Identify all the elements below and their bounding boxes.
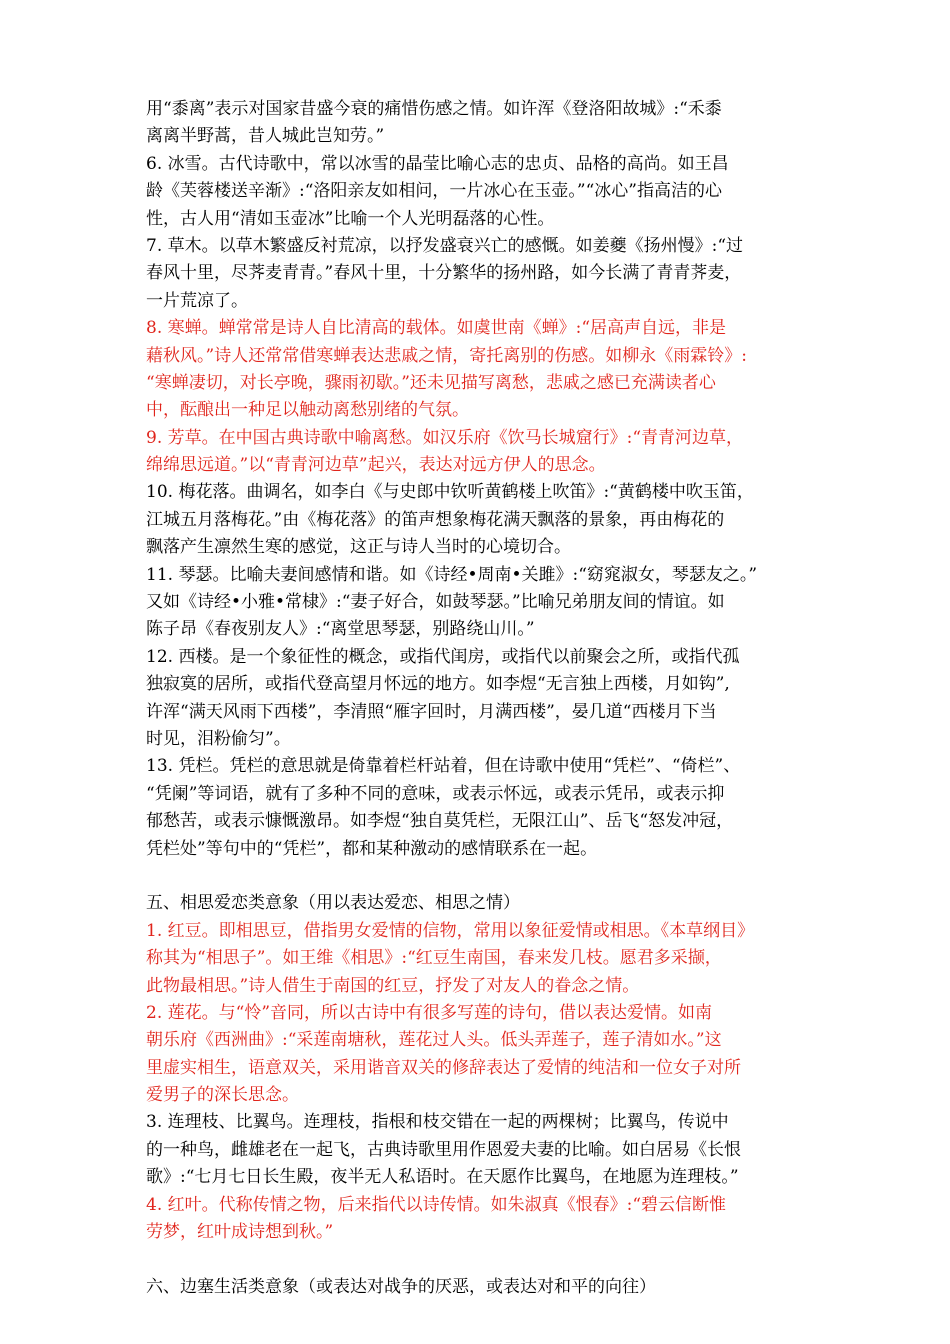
text-line: 性，古人用“清如玉壶冰”比喻一个人光明磊落的心性。: [146, 208, 555, 229]
text-line: 2. 莲花。与“怜”音同，所以古诗中有很多写莲的诗句，借以表达爱情。如南: [146, 1002, 713, 1023]
text-line: 江城五月落梅花。”由《梅花落》的笛声想象梅花满天飘落的景象，再由梅花的: [146, 509, 725, 530]
paragraph: [146, 562, 810, 644]
text-line: 凭栏处”等句中的“凭栏”，都和某种激动的感情联系在一起。: [146, 838, 598, 859]
text-line: 春风十里，尽荠麦青青。”春风十里，十分繁华的扬州路，如今长满了青青荠麦，: [146, 263, 742, 284]
paragraph: [146, 151, 810, 233]
text-line: 7. 草木。以草木繁盛反衬荒凉，以抒发盛衰兴亡的感慨。如姜夔《扬州慢》:“过: [146, 235, 744, 256]
text-line: 8. 寒蝉。蝉常常是诗人自比清高的载体。如虞世南《蝉》:“居高声自远，非是: [146, 318, 727, 339]
text-line: 龄《芙蓉楼送辛渐》:“洛阳亲友如相问，一片冰心在玉壶。”“冰心”指高洁的心: [146, 181, 722, 202]
text-line: 的一种鸟，雌雄老在一起飞，古典诗歌里用作恩爱夫妻的比喻。如白居易《长恨: [146, 1139, 741, 1160]
text-line: 许浑“满天风雨下西楼”，李清照“雁字回时，月满西楼”，晏几道“西楼月下当: [146, 701, 717, 722]
text-line: 12. 西楼。是一个象征性的概念，或指代闺房，或指代以前聚会之所，或指代孤: [146, 646, 740, 667]
paragraph: [146, 753, 810, 863]
text-line: 离离半野蒿，昔人城此岂知劳。”: [146, 126, 385, 147]
text-line: 六、边塞生活类意象（或表达对战争的厌恶，或表达对和平的向往）: [146, 1276, 656, 1297]
text-line: 称其为“相思子”。如王维《相思》:“红豆生南国，春来发几枝。愿君多采撷，: [146, 948, 722, 969]
text-line: 9. 芳草。在中国古典诗歌中喻离愁。如汉乐府《饮马长城窟行》:“青青河边草，: [146, 427, 744, 448]
paragraph: [146, 644, 810, 754]
text-line: 一片荒凉了。: [146, 290, 248, 311]
text-line: 飘落产生凛然生寒的感觉，这正与诗人当时的心境切合。: [146, 537, 571, 558]
text-line: 又如《诗经•小雅•常棣》:“妻子好合，如鼓琴瑟。”比喻兄弟朋友间的情谊。如: [146, 592, 725, 613]
text-line: 劳梦，红叶成诗想到秋。”: [146, 1222, 334, 1243]
text-line: 中，酝酿出一种足以触动离愁别绪的气氛。: [146, 400, 469, 421]
text-line: 13. 凭栏。凭栏的意思就是倚靠着栏杆站着，但在诗歌中使用“凭栏”、“倚栏”、: [146, 756, 741, 777]
text-line: 10. 梅花落。曲调名，如李白《与史郎中钦听黄鹤楼上吹笛》:“黄鹤楼中吹玉笛，: [146, 482, 754, 503]
paragraph: [146, 425, 810, 480]
paragraph: [146, 918, 810, 1000]
paragraph: [146, 1274, 810, 1301]
paragraph: [146, 1109, 810, 1191]
text-line: 藉秋风。”诗人还常常借寒蝉表达悲戚之情，寄托离别的伤感。如柳永《雨霖铃》:: [146, 345, 747, 366]
text-line: “凭阑”等词语，就有了多种不同的意味，或表示怀远，或表示凭吊，或表示抑: [146, 783, 725, 804]
paragraph: [146, 479, 810, 561]
paragraph: [146, 315, 810, 425]
text-line: 爱男子的深长思念。: [146, 1085, 299, 1106]
text-line: 里虚实相生，语意双关，采用谐音双关的修辞表达了爱情的纯洁和一位女子对所: [146, 1057, 741, 1078]
text-line: 3. 连理枝、比翼鸟。连理枝，指根和枝交错在一起的两棵树；比翼鸟，传说中: [146, 1112, 729, 1133]
paragraph: [146, 890, 810, 917]
text-line: 1. 红豆。即相思豆，借指男女爱情的信物，常用以象征爱情或相思。《本草纲目》: [146, 920, 755, 941]
text-line: 朝乐府《西洲曲》:“采莲南塘秋，莲花过人头。低头弄莲子，莲子清如水。”这: [146, 1030, 722, 1051]
text-line: 独寂寞的居所，或指代登高望月怀远的地方。如李煜“无言独上西楼，月如钩”,: [146, 674, 730, 695]
text-line: 4. 红叶。代称传情之物，后来指代以诗传情。如朱淑真《恨春》:“碧云信断惟: [146, 1194, 727, 1215]
text-line: 郁愁苦，或表示慷慨激昂。如李煜“独自莫凭栏，无限江山”、岳飞“怒发冲冠，: [146, 811, 734, 832]
text-line: 此物最相思。”诗人借生于南国的红豆，抒发了对友人的眷念之情。: [146, 975, 640, 996]
paragraph: [146, 1000, 810, 1110]
paragraph: [146, 96, 810, 151]
text-line: 绵绵思远道。”以“青青河边草”起兴，表达对远方伊人的思念。: [146, 455, 606, 476]
paragraph: [146, 233, 810, 315]
text-line: 五、相思爱恋类意象（用以表达爱恋、相思之情）: [146, 893, 520, 914]
text-line: 11. 琴瑟。比喻夫妻间感情和谐。如《诗经•周南•关雎》:“窈窕淑女，琴瑟友之。”: [146, 564, 758, 585]
text-line: “寒蝉凄切，对长亭晚，骤雨初歇。”还未见描写离愁，悲戚之感已充满读者心: [146, 372, 716, 393]
text-line: 用“黍离”表示对国家昔盛今衰的痛惜伤感之情。如许浑《登洛阳故城》:“禾黍: [146, 99, 722, 119]
text-line: 时见，泪粉偷匀”。: [146, 728, 291, 749]
blank-line: [146, 1246, 810, 1273]
text-line: 歌》:“七月七日长生殿，夜半无人私语时。在天愿作比翼鸟，在地愿为连理枝。”: [146, 1167, 739, 1188]
text-line: 陈子昂《春夜别友人》:“离堂思琴瑟，别路绕山川。”: [146, 619, 535, 640]
paragraph: [146, 1192, 810, 1247]
text-line: 6. 冰雪。古代诗歌中，常以冰雪的晶莹比喻心志的忠贞、品格的高尚。如王昌: [146, 153, 729, 174]
document-body: [146, 96, 810, 1301]
blank-line: [146, 863, 810, 890]
